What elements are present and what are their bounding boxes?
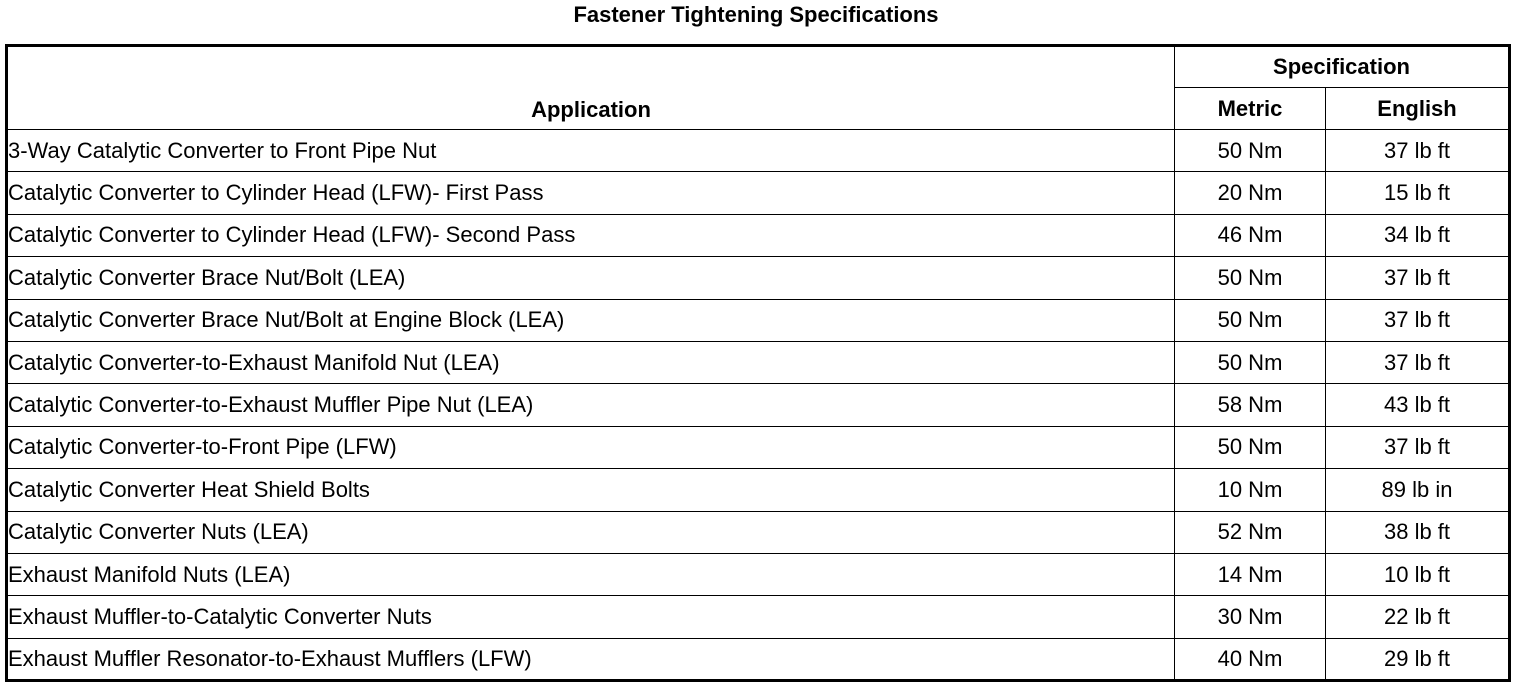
application-cell: Catalytic Converter Nuts (LEA) — [7, 511, 1175, 553]
application-cell: Catalytic Converter Brace Nut/Bolt (LEA) — [7, 257, 1175, 299]
english-cell: 37 lb ft — [1326, 130, 1510, 172]
table-header — [7, 46, 1510, 130]
application-cell: Exhaust Manifold Nuts (LEA) — [7, 553, 1175, 595]
metric-cell: 46 Nm — [1175, 214, 1326, 256]
metric-cell: 50 Nm — [1175, 426, 1326, 468]
english-cell: 37 lb ft — [1326, 426, 1510, 468]
metric-cell: 50 Nm — [1175, 130, 1326, 172]
english-header: English — [1326, 88, 1510, 130]
application-cell: Catalytic Converter Heat Shield Bolts — [7, 469, 1175, 511]
table-row — [7, 426, 1510, 468]
application-cell: Catalytic Converter to Cylinder Head (LFW)- First Pass — [7, 172, 1175, 214]
english-cell: 37 lb ft — [1326, 257, 1510, 299]
metric-cell: 50 Nm — [1175, 257, 1326, 299]
english-cell: 43 lb ft — [1326, 384, 1510, 426]
english-cell: 15 lb ft — [1326, 172, 1510, 214]
metric-cell: 58 Nm — [1175, 384, 1326, 426]
table-row — [7, 596, 1510, 638]
metric-cell: 50 Nm — [1175, 341, 1326, 383]
table-row — [7, 384, 1510, 426]
english-cell: 22 lb ft — [1326, 596, 1510, 638]
application-cell: Catalytic Converter Brace Nut/Bolt at Engine Block (LEA) — [7, 299, 1175, 341]
header-row-top — [7, 46, 1510, 88]
application-cell: Catalytic Converter-to-Exhaust Manifold Nut (LEA) — [7, 341, 1175, 383]
table-row — [7, 257, 1510, 299]
metric-cell: 10 Nm — [1175, 469, 1326, 511]
table-row — [7, 172, 1510, 214]
english-cell: 38 lb ft — [1326, 511, 1510, 553]
table-body — [7, 130, 1510, 681]
metric-cell: 20 Nm — [1175, 172, 1326, 214]
english-cell: 37 lb ft — [1326, 299, 1510, 341]
metric-cell: 50 Nm — [1175, 299, 1326, 341]
table-row — [7, 638, 1510, 680]
application-cell: Exhaust Muffler-to-Catalytic Converter Nuts — [7, 596, 1175, 638]
table-row — [7, 341, 1510, 383]
table-row — [7, 214, 1510, 256]
english-cell: 29 lb ft — [1326, 638, 1510, 680]
application-cell: Exhaust Muffler Resonator-to-Exhaust Mufflers (LFW) — [7, 638, 1175, 680]
table-row — [7, 553, 1510, 595]
table-row — [7, 511, 1510, 553]
specification-header: Specification — [1175, 46, 1510, 88]
application-cell: Catalytic Converter-to-Front Pipe (LFW) — [7, 426, 1175, 468]
application-header: Application — [7, 46, 1175, 130]
english-cell: 34 lb ft — [1326, 214, 1510, 256]
metric-header: Metric — [1175, 88, 1326, 130]
english-cell: 37 lb ft — [1326, 341, 1510, 383]
application-cell: Catalytic Converter to Cylinder Head (LFW)- Second Pass — [7, 214, 1175, 256]
english-cell: 89 lb in — [1326, 469, 1510, 511]
metric-cell: 30 Nm — [1175, 596, 1326, 638]
application-cell: Catalytic Converter-to-Exhaust Muffler Pipe Nut (LEA) — [7, 384, 1175, 426]
metric-cell: 52 Nm — [1175, 511, 1326, 553]
application-cell: 3-Way Catalytic Converter to Front Pipe Nut — [7, 130, 1175, 172]
table-row — [7, 469, 1510, 511]
fastener-spec-table — [5, 44, 1511, 682]
metric-cell: 14 Nm — [1175, 553, 1326, 595]
metric-cell: 40 Nm — [1175, 638, 1326, 680]
english-cell: 10 lb ft — [1326, 553, 1510, 595]
page-title: Fastener Tightening Specifications — [573, 2, 939, 27]
table-row — [7, 299, 1510, 341]
table-row — [7, 130, 1510, 172]
